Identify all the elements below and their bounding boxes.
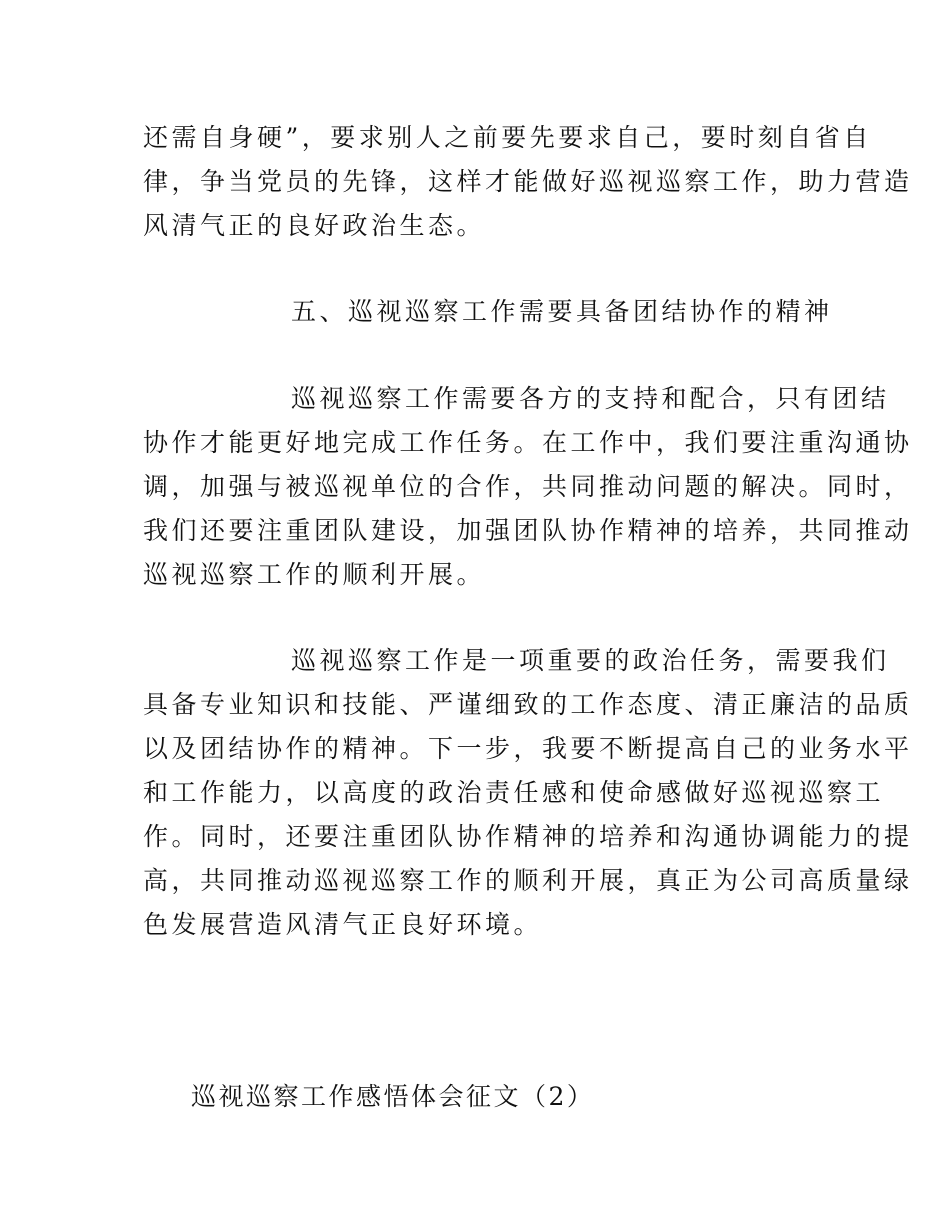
paragraph-line: 协作才能更好地完成工作任务。在工作中，我们要注重沟通协 — [143, 428, 913, 457]
paragraph-line: 作。同时，还要注重团队协作精神的培养和沟通协调能力的提 — [143, 822, 913, 851]
paragraph-line: 高，共同推动巡视巡察工作的顺利开展，真正为公司高质量绿 — [143, 866, 913, 895]
paragraph-line: 调，加强与被巡视单位的合作，共同推动问题的解决。同时， — [143, 472, 913, 501]
paragraph-line: 巡视巡察工作是一项重要的政治任务，需要我们 — [291, 646, 890, 675]
paragraph-line: 具备专业知识和技能、严谨细致的工作态度、清正廉洁的品质 — [143, 690, 913, 719]
paragraph-line: 巡视巡察工作需要各方的支持和配合，只有团结 — [291, 384, 890, 413]
article-title: 巡视巡察工作感悟体会征文（2） — [191, 1082, 595, 1111]
paragraph-line: 律，争当党员的先锋，这样才能做好巡视巡察工作，助力营造 — [143, 167, 913, 196]
paragraph-line: 还需自身硬”，要求别人之前要先要求自己，要时刻自省自 — [143, 123, 872, 152]
paragraph-line: 以及团结协作的精神。下一步，我要不断提高自己的业务水平 — [143, 734, 913, 763]
paragraph-line: 和工作能力，以高度的政治责任感和使命感做好巡视巡察工 — [143, 778, 885, 807]
paragraph-line: 我们还要注重团队建设，加强团队协作精神的培养，共同推动 — [143, 516, 913, 545]
section-heading: 五、巡视巡察工作需要具备团结协作的精神 — [291, 297, 833, 326]
paragraph-line: 色发展营造风清气正良好环境。 — [143, 910, 543, 939]
paragraph-line: 巡视巡察工作的顺利开展。 — [143, 560, 486, 589]
paragraph-line: 风清气正的良好政治生态。 — [143, 211, 486, 240]
